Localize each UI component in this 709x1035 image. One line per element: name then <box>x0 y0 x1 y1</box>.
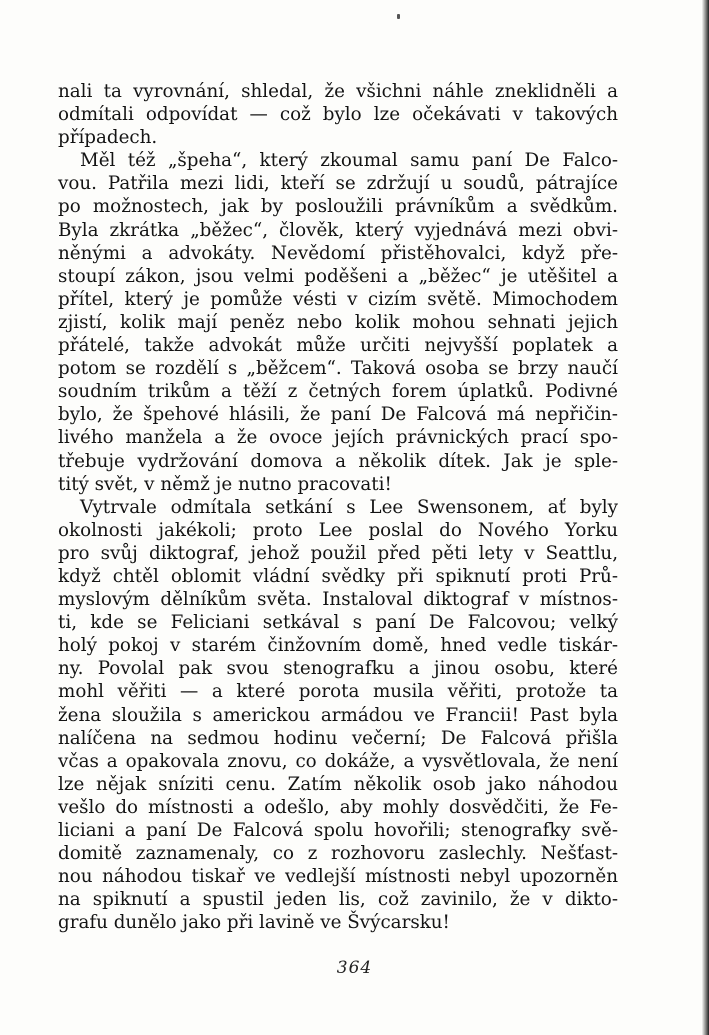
text-line: vešlo do místnosti a odešlo, aby mohly dosvědčiti, že Fe- <box>58 796 618 818</box>
text-line: ny. Povolal pak svou stenografku a jinou osobu, které <box>58 658 618 680</box>
text-line: holý pokoj v starém činžovním domě, hned vedle tiskár- <box>58 635 618 657</box>
text-line: bylo, že špehové hlásili, že paní De Falcová má nepřičin- <box>58 404 618 426</box>
page-speck <box>397 14 400 19</box>
text-line: potom se rozdělí s „běžcem“. Taková osoba se brzy naučí <box>58 358 618 380</box>
text-line: třebuje vydržování domova a několik dítek. Jak je sple- <box>58 450 618 472</box>
text-line: případech. <box>58 127 158 149</box>
text-line: mohl věřiti — a které porota musila věřiti, protože ta <box>58 681 618 703</box>
text-line: Vytrvale odmítala setkání s Lee Swensonem, ať byly <box>80 496 618 518</box>
text-line: titý svět, v němž je nutno pracovati! <box>58 473 392 495</box>
text-line: přítel, který je pomůže vésti v cizím světě. Mimochodem <box>58 288 618 310</box>
text-line: livého manžela a že ovoce jejích právnických prací spo- <box>58 427 618 449</box>
text-line: grafu dunělo jako při lavině ve Švýcarsku! <box>58 912 450 934</box>
body-text <box>58 80 618 934</box>
text-line: žena sloužila s americkou armádou ve Francii! Past byla <box>58 704 618 726</box>
text-line: po možnostech, jak by posloužili právníkům a svědkům. <box>58 196 618 218</box>
text-line: zjistí, kolik mají peněz nebo kolik mohou sehnati jejich <box>58 311 618 333</box>
text-line: nou náhodou tiskař ve vedlejší místnosti nebyl upozorněn <box>58 866 618 888</box>
text-line: něnými a advokáty. Nevědomí přistěhovalci, když pře- <box>58 242 618 264</box>
text-line: Měl též „špeha“, který zkoumal samu paní De Falco- <box>80 150 618 172</box>
page-number: 364 <box>336 958 373 978</box>
text-line: liciani a paní De Falcová spolu hovořili; stenografky svě- <box>58 820 618 841</box>
text-line: na spiknutí a spustil jeden lis, což zavinilo, že v dikto- <box>58 889 618 911</box>
text-line: pro svůj diktograf, jehož použil před pěti lety v Seattlu, <box>58 542 618 564</box>
text-line: když chtěl oblomit vládní svědky při spiknutí proti Prů- <box>58 565 618 587</box>
text-line: myslovým dělníkům světa. Instaloval diktograf v místnos- <box>58 589 618 611</box>
text-line: nali ta vyrovnání, shledal, že všichni náhle zneklidněli a <box>58 81 618 102</box>
text-line: přátelé, takže advokát může určiti nejvyšší poplatek a <box>58 335 618 357</box>
text-line: Byla zkrátka „běžec“, člověk, který vyjednává mezi obvi- <box>58 219 618 241</box>
page-binding-edge <box>702 0 709 1035</box>
text-line: včas a opakovala znovu, co dokáže, a vysvětlovala, že není <box>58 750 618 772</box>
text-line: ti, kde se Feliciani setkával s paní De Falcovou; velký <box>58 612 618 634</box>
text-line: nalíčena na sedmou hodinu večerní; De Falcová přišla <box>58 727 618 749</box>
text-line: vou. Patřila mezi lidi, kteří se zdržují u soudů, pátrajíce <box>58 173 618 195</box>
text-line: soudním trikům a těží z četných forem úplatků. Podivné <box>58 381 618 403</box>
text-line: odmítali odpovídat — což bylo lze očekávati v takových <box>58 104 618 126</box>
text-line: okolnosti jakékoli; proto Lee poslal do Nového Yorku <box>58 519 618 541</box>
text-line: domitě zaznamenaly, co z rozhovoru zaslechly. Nešťast- <box>58 843 618 865</box>
text-line: stoupí zákon, jsou velmi poděšeni a „běžec“ je utěšitel a <box>58 265 618 287</box>
text-line: lze nějak sníziti cenu. Zatím několik osob jako náhodou <box>58 773 618 795</box>
